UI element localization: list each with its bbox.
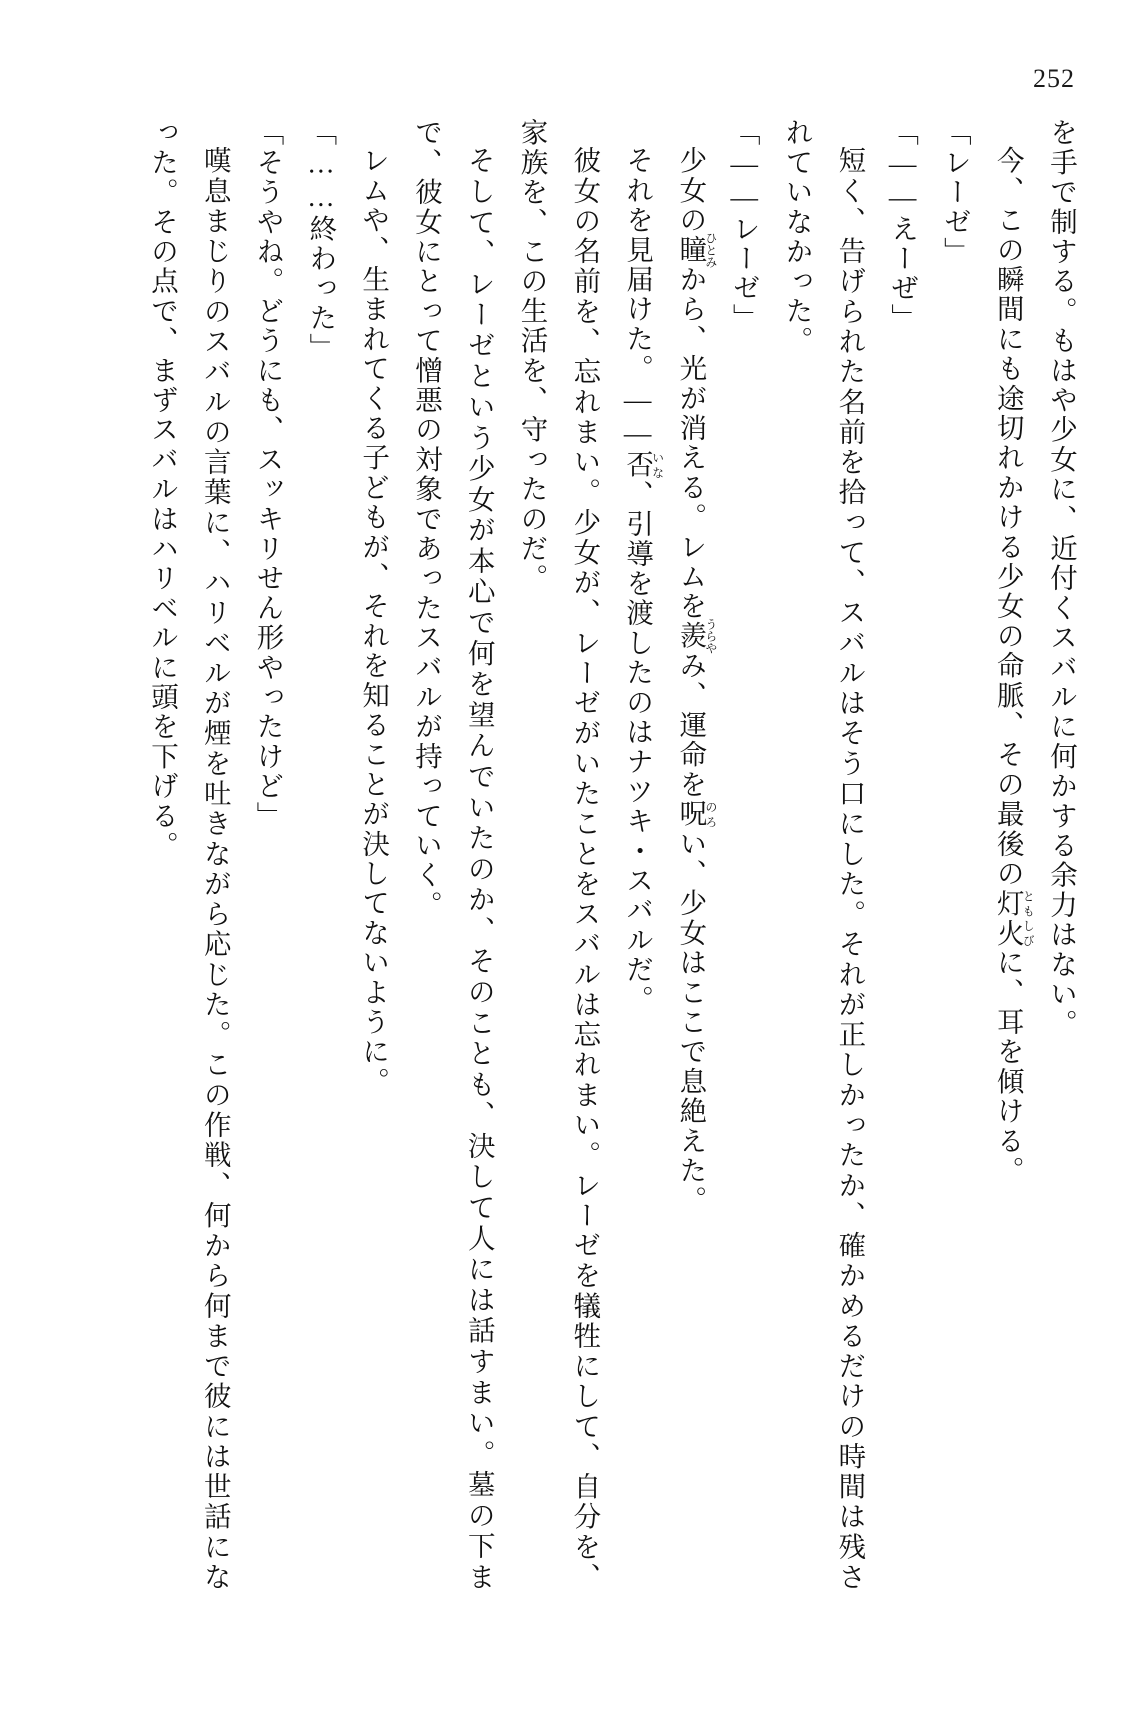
paragraph: レムや、生まれてくる子どもが、それを知ることが決してないように。 [358, 146, 390, 1097]
ruby-text: 否いな [622, 450, 665, 480]
paragraph-dialogue: 「――レーゼ」 [728, 118, 760, 333]
paragraph: それを見届けた。――否いな、引導を渡したのはナツキ・スバルだ。 [622, 146, 665, 1015]
page-number: 252 [1033, 64, 1075, 93]
page-body-text [56, 118, 1087, 1592]
ruby-text: 羨うらや [675, 618, 718, 655]
paragraph-dialogue: 「そうやね。どうにも、スッキリせん形やったけど」 [252, 118, 284, 831]
ruby-text: 灯火ともしび [992, 888, 1036, 948]
paragraph: を手で制する。もはや少女に、近付くスバルに何かする余力はない。 [1046, 118, 1077, 1039]
paragraph: 今、この瞬間にも途切れかける少女の命脈、その最後の灯火ともしびに、耳を傾ける。 [992, 146, 1036, 1186]
paragraph-dialogue: 「――えーぜ」 [887, 118, 919, 333]
paragraph-dialogue: 「……終わった」 [305, 118, 337, 363]
paragraph: そして、レーゼという少女が本心で何を望んでいたのか、そのことも、決して人には話すまい。墓の下まで、彼女にとって憎悪の対象であったスバルが持っていく。 [410, 118, 495, 1592]
paragraph: 嘆息まじりのスバルの言葉に、ハリベルが煙を吐きながら応じた。この作戦、何から何まで彼には世話になった。その点で、まずスバルはハリベルに頭を下げる。 [146, 118, 231, 1592]
paragraph-dialogue: 「レーゼ」 [939, 118, 971, 267]
paragraph: 彼女の名前を、忘れまい。少女が、レーゼがいたことをスバルは忘れまい。レーゼを犠牲にして、自分を、家族を、この生活を、守ったのだ。 [516, 118, 601, 1592]
paragraph: 少女の瞳ひとみから、光が消える。レムを羨うらやみ、運命を呪のろい、少女はここで息絶えた。 [675, 146, 718, 1216]
paragraph: 短く、告げられた名前を拾って、スバルはそう口にした。それが正しかったか、確かめるだけの時間は残されていなかった。 [781, 118, 866, 1592]
ruby-text: 呪のろ [675, 799, 718, 830]
ruby-text: 瞳ひとみ [675, 231, 718, 268]
